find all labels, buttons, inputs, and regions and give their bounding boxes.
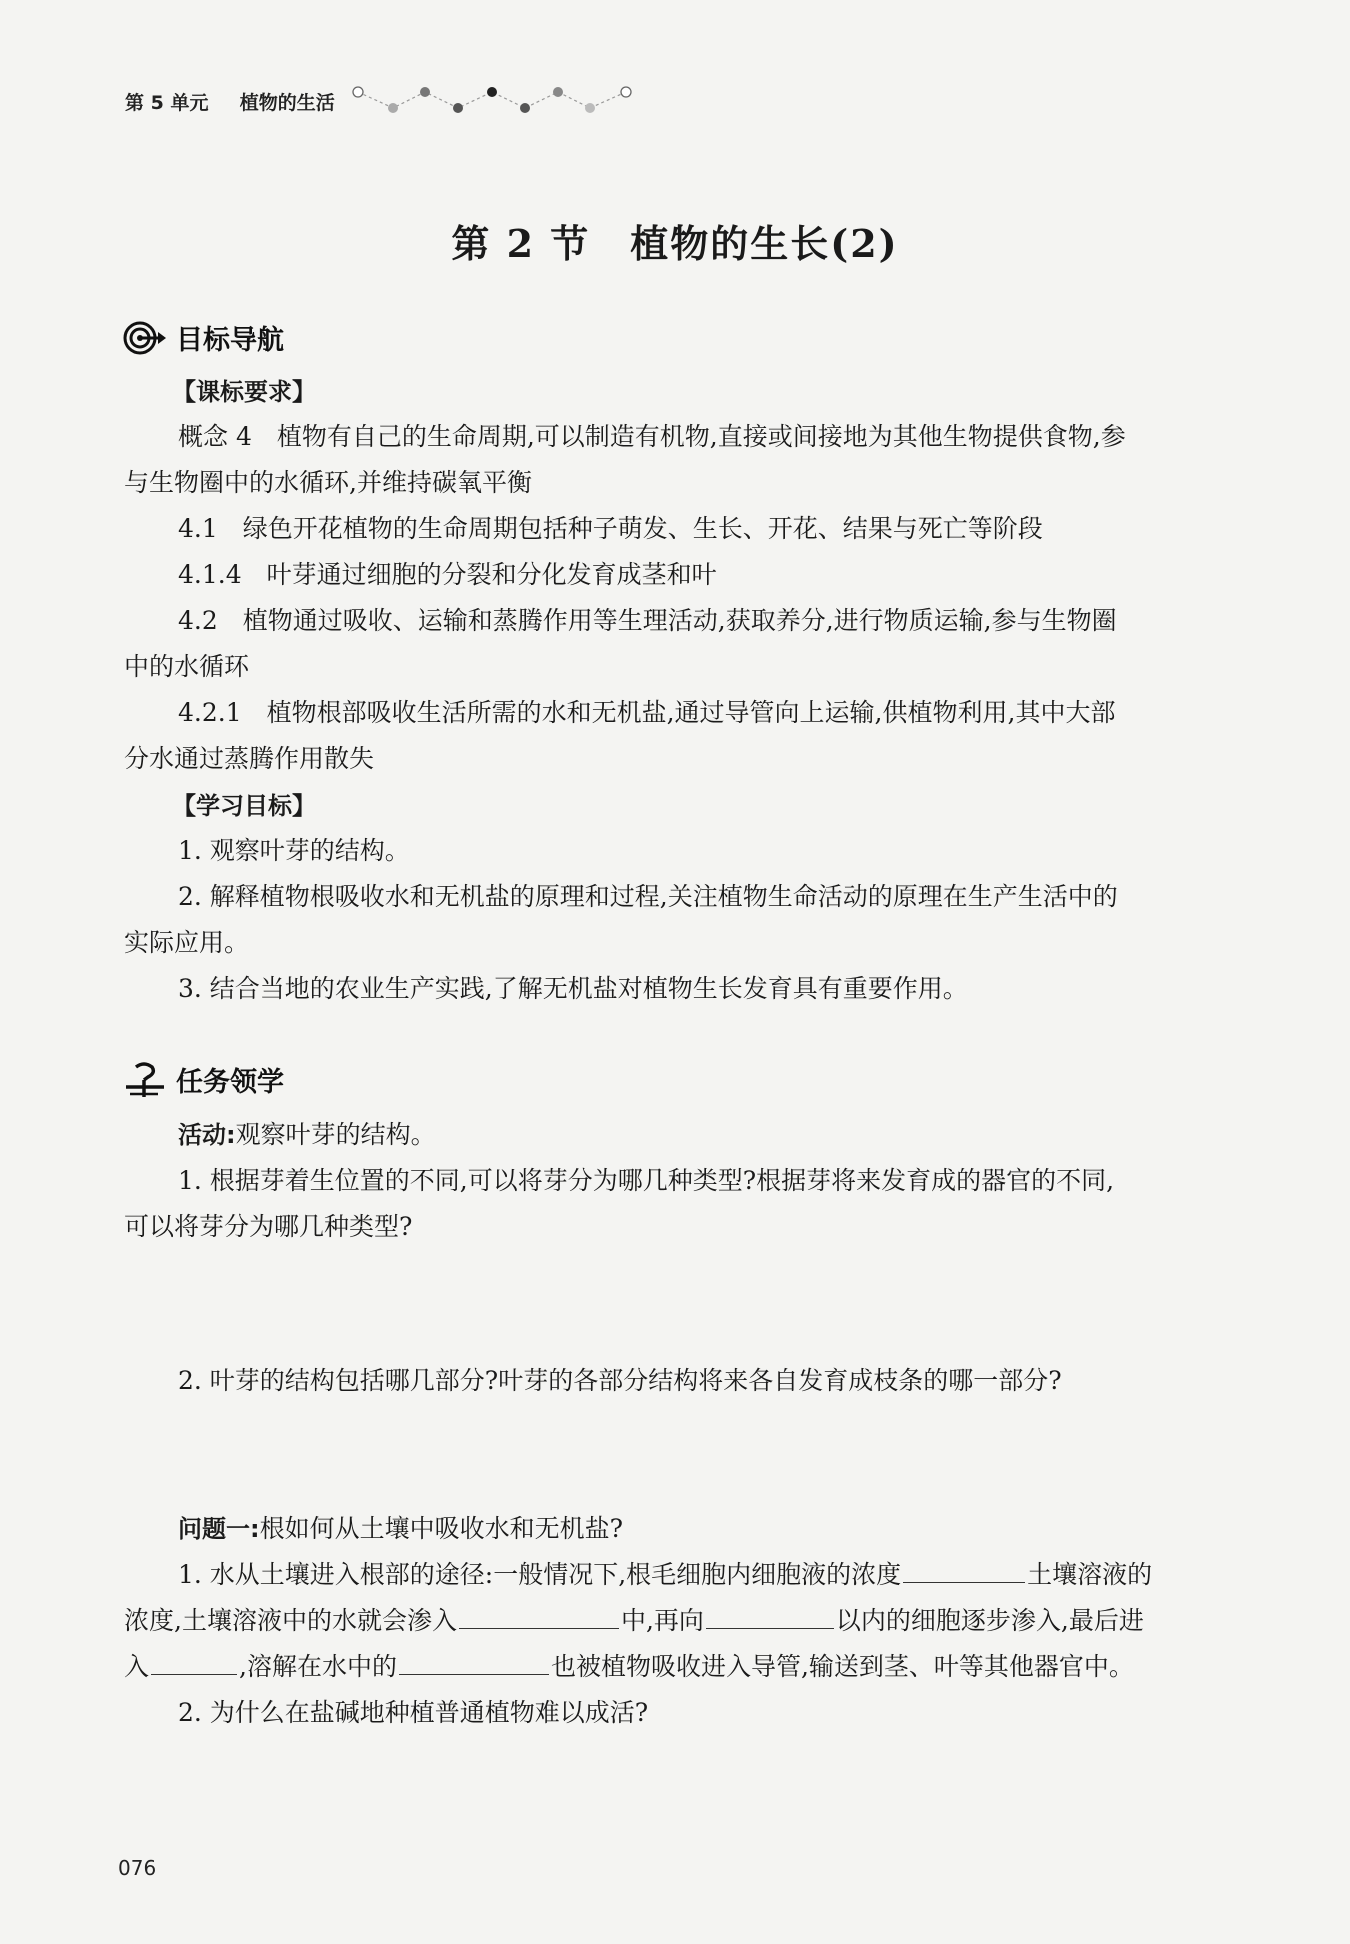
- problem-1-text: 根如何从土壤中吸收水和无机盐?: [259, 1514, 624, 1543]
- task-learning-heading: [122, 1060, 284, 1099]
- header-unit: [125, 88, 335, 115]
- fill-text-b: 土壤溶液的: [1027, 1560, 1153, 1589]
- standards-label: 【课标要求】: [172, 378, 316, 406]
- standard-4-1: 4.1 绿色开花植物的生命周期包括种子萌发、生长、开花、结果与死亡等阶段: [178, 514, 1043, 543]
- question-2: 2. 叶芽的结构包括哪几部分?叶芽的各部分结构将来各自发育成枝条的哪一部分?: [178, 1366, 1062, 1395]
- section-title: 第 2 节 植物的生长(2): [451, 221, 899, 266]
- standard-4-2-1-line-2: 分水通过蒸腾作用散失: [124, 744, 375, 773]
- blank-2[interactable]: [459, 1602, 619, 1629]
- task-learning-heading-text: 任务领学: [176, 1067, 284, 1098]
- fill-blank-line-1: [178, 1552, 1152, 1598]
- goal-1: 1. 观察叶芽的结构。: [178, 836, 410, 865]
- problem-1-label: 问题一:: [178, 1515, 260, 1543]
- fill-text-c: 浓度,土壤溶液中的水就会渗入: [124, 1606, 457, 1635]
- fill-blank-line-3: [124, 1644, 1134, 1690]
- goal-navigation-heading: [122, 318, 284, 357]
- question-1-line-1: 1. 根据芽着生位置的不同,可以将芽分为哪几种类型?根据芽将来发育成的器官的不同,: [178, 1166, 1115, 1195]
- unit-name: 植物的生活: [239, 92, 335, 114]
- goal-navigation-heading-text: 目标导航: [176, 325, 284, 356]
- fill-text-d: 中,再向: [620, 1606, 704, 1635]
- target-icon: [122, 319, 168, 357]
- blank-5[interactable]: [399, 1648, 549, 1675]
- fill-text-h: 也被植物吸收进入导管,输送到茎、叶等其他器官中。: [550, 1652, 1134, 1681]
- blank-4[interactable]: [151, 1648, 237, 1675]
- activity-text: 观察叶芽的结构。: [235, 1120, 436, 1149]
- concept-line-1: 概念 4 植物有自己的生命周期,可以制造有机物,直接或间接地为其他生物提供食物,参: [178, 422, 1126, 451]
- goal-2-line-1: 2. 解释植物根吸收水和无机盐的原理和过程,关注植物生命活动的原理在生产生活中的: [178, 882, 1118, 911]
- question-salt-soil: 2. 为什么在盐碱地种植普通植物难以成活?: [178, 1698, 649, 1727]
- fill-text-a: 1. 水从土壤进入根部的途径:一般情况下,根毛细胞内细胞液的浓度: [178, 1560, 902, 1589]
- standard-4-2-1-line-1: 4.2.1 植物根部吸收生活所需的水和无机盐,通过导管向上运输,供植物利用,其中大部: [178, 698, 1116, 727]
- fill-text-e: 以内的细胞逐步渗入,最后进: [835, 1606, 1144, 1635]
- blank-3[interactable]: [706, 1602, 834, 1629]
- goals-label: 【学习目标】: [172, 792, 316, 820]
- standard-4-2-line-2: 中的水循环: [124, 652, 250, 681]
- problem-1-line: [178, 1506, 623, 1552]
- blank-1[interactable]: [903, 1556, 1025, 1583]
- key-icon: [122, 1061, 168, 1099]
- fill-text-f: 入: [124, 1652, 150, 1681]
- unit-number: 第 5 单元: [125, 92, 209, 114]
- header-decoration-icon: [350, 80, 640, 120]
- question-1-line-2: 可以将芽分为哪几种类型?: [124, 1212, 413, 1241]
- goal-2-line-2: 实际应用。: [124, 928, 250, 957]
- concept-line-2: 与生物圈中的水循环,并维持碳氧平衡: [124, 468, 532, 497]
- fill-blank-line-2: [124, 1598, 1144, 1644]
- standard-4-2-line-1: 4.2 植物通过吸收、运输和蒸腾作用等生理活动,获取养分,进行物质运输,参与生物圈: [178, 606, 1117, 635]
- page-number: 076: [118, 1856, 157, 1880]
- activity-line: [178, 1112, 436, 1158]
- goal-3: 3. 结合当地的农业生产实践,了解无机盐对植物生长发育具有重要作用。: [178, 974, 968, 1003]
- standard-4-1-4: 4.1.4 叶芽通过细胞的分裂和分化发育成茎和叶: [178, 560, 717, 589]
- activity-label: 活动:: [178, 1121, 236, 1149]
- fill-text-g: ,溶解在水中的: [239, 1652, 397, 1681]
